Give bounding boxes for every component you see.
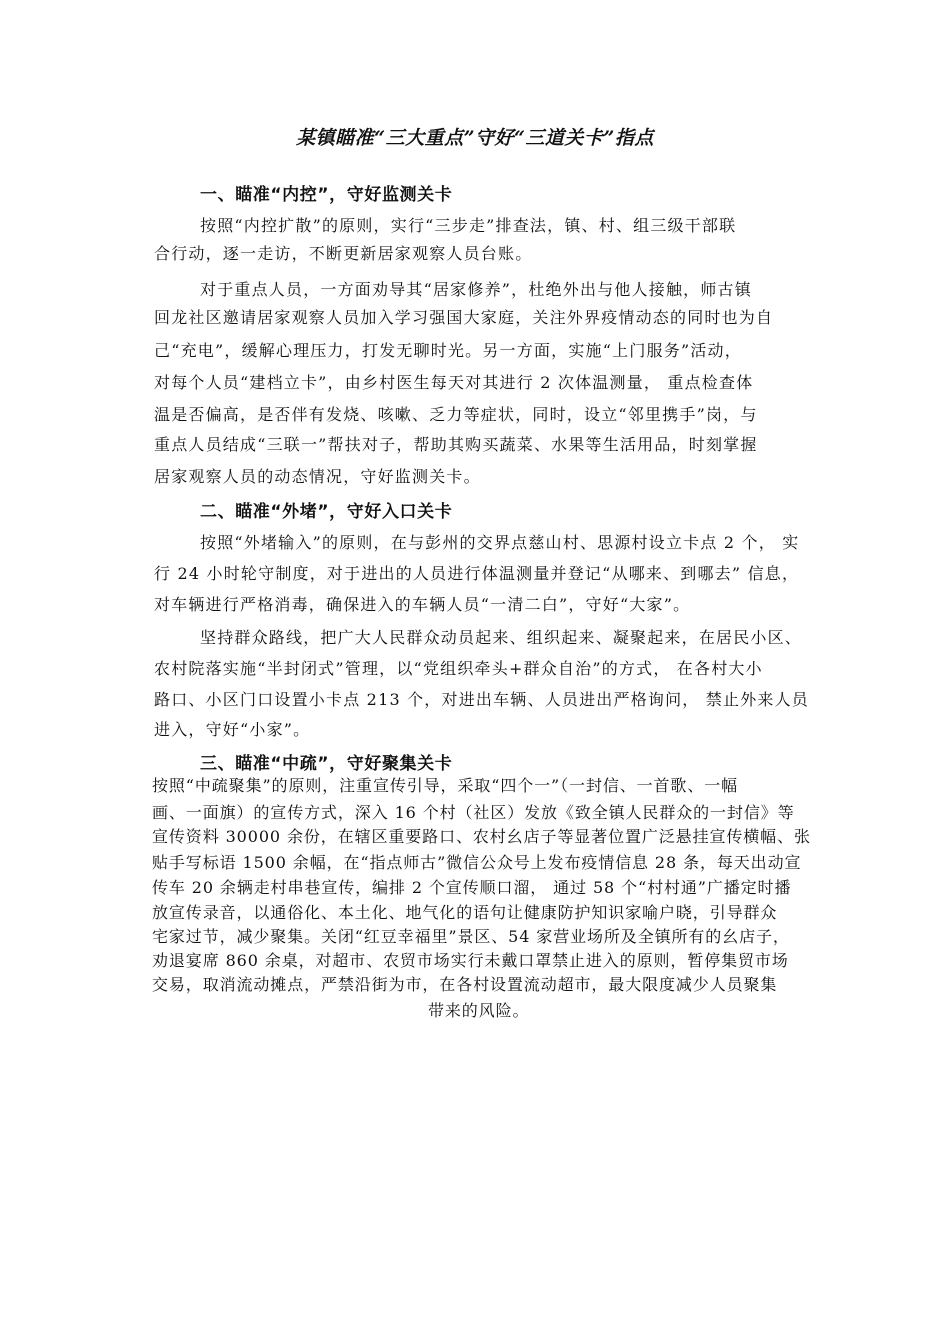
document-title: 某镇瞄准“三大重点”守好“三道关卡”指点 (296, 127, 654, 149)
paragraph-line: 放宣传录音，以通俗化、本土化、地气化的语句让健康防护知识家喻户晓，引导群众 (152, 903, 778, 922)
paragraph-line: 对于重点人员，一方面劝导其“居家修养”，杜绝外出与他人接触，师古镇 (200, 280, 752, 299)
section-heading-1: 一、瞄准“内控”，守好监测关卡 (200, 185, 453, 205)
paragraph-line: 农村院落实施“半封闭式”管理，以“党组织牵头+群众自治”的方式， 在各村大小 (154, 659, 763, 678)
paragraph-line: 合行动，逐一走访，不断更新居家观察人员台账。 (154, 244, 533, 263)
paragraph-line: 对车辆进行严格消毒，确保进入的车辆人员“一清二白”，守好“大家”。 (154, 595, 691, 614)
paragraph-line: 按照“内控扩散”的原则，实行“三步走”排查法，镇、村、组三级干部联 (200, 216, 737, 235)
paragraph-line: 宣传资料 30000 余份，在辖区重要路口、农村幺店子等显著位置广泛悬挂宣传横幅、张 (152, 827, 811, 846)
paragraph-line: 按照“外堵输入”的原则，在与彭州的交界点慈山村、思源村设立卡点 2 个， 实 (200, 533, 800, 552)
paragraph-line: 路口、小区门口设置小卡点 213 个，对进出车辆、人员进出严格询问， 禁止外来人员 (154, 690, 809, 709)
paragraph-line: 居家观察人员的动态情况，守好监测关卡。 (154, 467, 481, 486)
paragraph-line: 回龙社区邀请居家观察人员加入学习强国大家庭，关注外界疫情动态的同时也为自 (154, 308, 774, 327)
paragraph-line: 交易，取消流动摊点，严禁沿街为市，在各村设置流动超市，最大限度减少人员聚集 (152, 975, 778, 994)
section-heading-3: 三、瞄准“中疏”，守好聚集关卡 (200, 754, 453, 774)
paragraph-line: 坚持群众路线，把广大人民群众动员起来、组织起来、凝聚起来，在居民小区、 (200, 628, 803, 647)
paragraph-line: 行 24 小时轮守制度，对于进出的人员进行体温测量并登记“从哪来、到哪去” 信息， (154, 564, 800, 583)
paragraph-line: 进入，守好“小家”。 (154, 720, 311, 739)
paragraph-line: 带来的风险。 (428, 1001, 530, 1020)
paragraph-line: 贴手写标语 1500 余幅，在“指点师古”微信公众号上发布疫情信息 28 条，每天出动宣 (152, 853, 802, 872)
paragraph-line: 劝退宴席 860 余桌，对超市、农贸市场实行未戴口罩禁止进入的原则，暂停集贸市场 (152, 951, 789, 970)
paragraph-line: 宅家过节，减少聚集。关闭“红豆幸福里”景区、54 家营业场所及全镇所有的幺店子， (152, 927, 790, 946)
paragraph-line: 传车 20 余辆走村串巷宣传，编排 2 个宣传顺口溜， 通过 58 个“村村通”广播定时播 (152, 878, 792, 897)
paragraph-line: 画、一面旗）的宣传方式，深入 16 个村（社区）发放《致全镇人民群众的一封信》等 (152, 803, 795, 822)
paragraph-line: 己“充电”，缓解心理压力，打发无聊时光。另一方面，实施“上门服务”活动， (154, 341, 742, 360)
paragraph-line: 按照“中疏聚集”的原则，注重宣传引导，采取“四个一”（一封信、一首歌、一幅 (152, 776, 739, 795)
paragraph-line: 温是否偏高，是否伴有发烧、咳嗽、乏力等症状，同时，设立“邻里携手”岗，与 (154, 405, 758, 424)
paragraph-line: 重点人员结成“三联一”帮扶对子，帮助其购买蔬菜、水果等生活用品，时刻掌握 (154, 435, 758, 454)
paragraph-line: 对每个人员“建档立卡”，由乡村医生每天对其进行 2 次体温测量， 重点检查体 (154, 373, 754, 392)
section-heading-2: 二、瞄准“外堵”，守好入口关卡 (200, 502, 453, 522)
